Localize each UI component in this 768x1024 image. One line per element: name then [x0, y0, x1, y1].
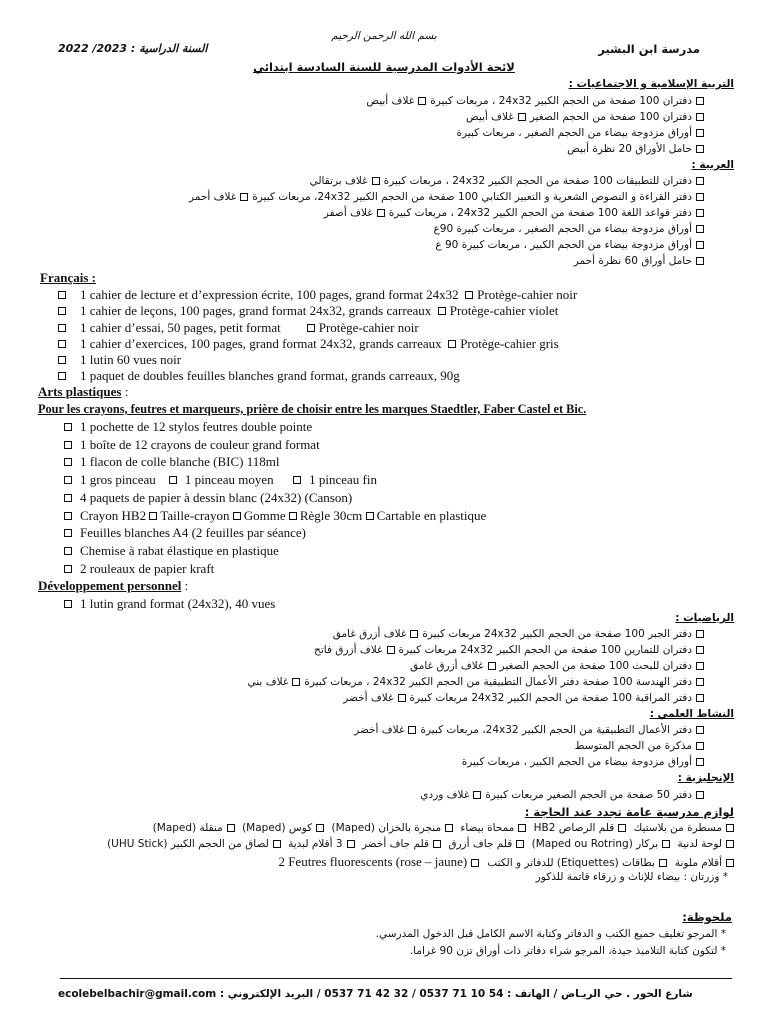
basmala: بسم الله الرحمن الرحيم	[331, 30, 437, 42]
note-item: * المرجو تغليف جميع الكتب و الدفاتر وكتابة الاسم الكامل قبل الدخول المدرسي.	[375, 928, 726, 940]
checkbox[interactable]	[64, 512, 72, 520]
section-heading-arts: Arts plastiques :	[38, 384, 129, 399]
arts-tools: Crayon HB2 Taille-crayon Gomme Règle 30cm Cartable en plastique	[64, 508, 486, 524]
note-item: * لتكون كتابة التلاميذ جيدة، المرجو شراء دفاتر ذات أوراق تزن 90 غراما.	[409, 945, 726, 957]
school-year-label: السنة الدراسية :	[130, 42, 208, 55]
footer-email[interactable]: ecolebelbachir@gmail.com	[58, 988, 217, 1000]
general-row: مسطرة من بلاستيك قلم الرصاص HB2 ممحاة بيضاء منجرة بالخزان (Maped) كوس (Maped) منقلة (Maped)	[153, 822, 738, 834]
checkbox[interactable]	[58, 356, 66, 364]
checkbox[interactable]	[418, 97, 426, 105]
arabic-item: دفتر قواعد اللغة 100 صفحة من الحجم الكبير 24x32 ، مربعات كبيرةغلاف أصفر	[324, 207, 708, 219]
section-heading-general: لوازم مدرسية عامة تجدد عند الحاجة :	[524, 805, 734, 819]
footer-phones: 0537 71 42 32 / 0537 71 10 54	[324, 988, 504, 1000]
arabic-item: دفتر القراءة و النصوص الشعرية و التعبير الكتابي 100 صفحة من الحجم الكبير 24x32، مربعات كبيرةغلاف أحمر	[189, 191, 708, 203]
science-item: مذكرة من الحجم المتوسط	[575, 740, 708, 752]
checkbox[interactable]	[149, 512, 157, 520]
school-year	[58, 42, 207, 55]
general-row: لوحة لدنية بركار (Maped ou Rotring) قلم جاف أزرق قلم جاف أخضر 3 أقلام لبدية لصاق من الحجم الكبير (UHU Stick)	[107, 838, 738, 850]
francais-item: 1 cahier d’essai, 50 pages, petit format Protège-cahier noir	[58, 320, 419, 336]
checkbox[interactable]	[227, 824, 235, 832]
english-item: دفتر 50 صفحة من الحجم الصغير مربعات كبيرةغلاف وردي	[420, 789, 708, 801]
checkbox[interactable]	[696, 791, 704, 799]
general-row: أقلام ملونة بطاقات (Etiquettes) للدفاتر و الكتب 2 Feutres fluorescents (rose – jaune)	[278, 853, 738, 871]
arabic-item: حامل أوراق 60 نظرة أحمر	[574, 255, 708, 267]
checkbox[interactable]	[316, 824, 324, 832]
arabic-item: دفتران للتطبيقات 100 صفحة من الحجم الكبير 24x32 ، مربعات كبيرةغلاف برتقالي	[310, 175, 708, 187]
checkbox[interactable]	[696, 129, 704, 137]
checkbox[interactable]	[696, 225, 704, 233]
checkbox[interactable]	[696, 678, 704, 686]
francais-item: 1 cahier de lecture et d’expression écrite, 100 pages, grand format 24x32 Protège-cahier noir	[58, 287, 577, 303]
arts-item: 4 paquets de papier à dessin blanc (24x32) (Canson)	[64, 490, 352, 506]
arts-item: 1 pochette de 12 stylos feutres double pointe	[64, 419, 312, 435]
checkbox[interactable]	[240, 193, 248, 201]
checkbox[interactable]	[465, 291, 473, 299]
checkbox[interactable]	[726, 859, 734, 867]
checkbox[interactable]	[659, 859, 667, 867]
checkbox[interactable]	[293, 476, 301, 484]
checkbox[interactable]	[696, 257, 704, 265]
checkbox[interactable]	[696, 758, 704, 766]
checkbox[interactable]	[696, 646, 704, 654]
checkbox[interactable]	[696, 726, 704, 734]
checkbox[interactable]	[58, 340, 66, 348]
checkbox[interactable]	[273, 840, 281, 848]
section-heading-francais: Français :	[40, 270, 96, 285]
checkbox[interactable]	[696, 630, 704, 638]
checkbox[interactable]	[696, 145, 704, 153]
checkbox[interactable]	[366, 512, 374, 520]
checkbox[interactable]	[372, 177, 380, 185]
checkbox[interactable]	[58, 307, 66, 315]
section-heading-math: الرياضيات :	[675, 612, 734, 624]
checkbox[interactable]	[726, 840, 734, 848]
checkbox[interactable]	[347, 840, 355, 848]
checkbox[interactable]	[471, 859, 479, 867]
checkbox[interactable]	[618, 824, 626, 832]
checkbox[interactable]	[448, 340, 456, 348]
checkbox[interactable]	[445, 824, 453, 832]
checkbox[interactable]	[488, 662, 496, 670]
checkbox[interactable]	[696, 97, 704, 105]
math-item: دفتر الجبر 100 صفحة من الحجم الكبير 24x32 مربعات كبيرةغلاف أزرق غامق	[333, 628, 708, 640]
footer-address: شارع الحور . حي الريـاض / الهاتف :	[507, 988, 693, 1000]
science-item: أوراق مزدوجة بيضاء من الحجم الكبير ، مربعات كبيرة	[462, 756, 708, 768]
footer-email-label: / البريد الإلكتروني :	[219, 988, 321, 1000]
francais-item: 1 paquet de doubles feuilles blanches grand format, grands carreaux, 90g	[58, 368, 460, 384]
checkbox[interactable]	[438, 307, 446, 315]
checkbox[interactable]	[696, 209, 704, 217]
arts-item: 1 boîte de 12 crayons de couleur grand format	[64, 437, 320, 453]
francais-item: 1 lutin 60 vues noir	[58, 352, 181, 368]
math-item: دفتران للتمارين 100 صفحة من الحجم الكبير 24x32 مربعات كبيرةغلاف أزرق فاتح	[314, 644, 708, 656]
islamic-item: دفتران 100 صفحة من الحجم الصغيرغلاف أبيض	[466, 111, 708, 123]
checkbox[interactable]	[433, 840, 441, 848]
section-heading-science: النشاط العلمي :	[649, 708, 734, 720]
notes-heading: ملحوظة:	[682, 910, 732, 924]
checkbox[interactable]	[696, 177, 704, 185]
checkbox[interactable]	[387, 646, 395, 654]
footer-contact	[58, 988, 693, 1000]
checkbox[interactable]	[696, 742, 704, 750]
checkbox[interactable]	[58, 324, 66, 332]
islamic-item: دفتران 100 صفحة من الحجم الكبير 24x32 ، مربعات كبيرةغلاف أبيض	[366, 95, 708, 107]
islamic-item: حامل الأوراق 20 نظرة أبيض	[567, 143, 708, 155]
checkbox[interactable]	[696, 694, 704, 702]
checkbox[interactable]	[233, 512, 241, 520]
checkbox[interactable]	[289, 512, 297, 520]
section-heading-dev: Développement personnel :	[38, 578, 189, 593]
islamic-item: أوراق مزدوجة بيضاء من الحجم الصغير ، مربعات كبيرة	[457, 127, 708, 139]
arabic-item: أوراق مزدوجة بيضاء من الحجم الصغير ، مربعات كبيرة 90ع	[434, 223, 708, 235]
checkbox[interactable]	[410, 630, 418, 638]
checkbox[interactable]	[696, 662, 704, 670]
arts-item: Chemise à rabat élastique en plastique	[64, 543, 279, 559]
checkbox[interactable]	[696, 241, 704, 249]
science-item: دفتر الأعمال التطبيقية من الحجم الكبير 24x32، مربعات كبيرةغلاف أخضر	[354, 724, 708, 736]
arts-item: 1 flacon de colle blanche (BIC) 118ml	[64, 454, 280, 470]
francais-item: 1 cahier de leçons, 100 pages, grand format 24x32, grands carreaux Protège-cahier violet	[58, 303, 558, 319]
checkbox[interactable]	[696, 193, 704, 201]
checkbox[interactable]	[169, 476, 177, 484]
checkbox[interactable]	[473, 791, 481, 799]
arts-item: 2 rouleaux de papier kraft	[64, 561, 214, 577]
general-uniform: * وزرتان : بيضاء للإناث و زرقاء قاتمة للذكور	[535, 871, 728, 883]
arts-brushes: 1 gros pinceau 1 pinceau moyen 1 pinceau fin	[64, 472, 377, 488]
francais-item: 1 cahier d’exercices, 100 pages, grand format 24x32, grands carreaux Protège-cahier gris	[58, 336, 559, 352]
checkbox[interactable]	[64, 476, 72, 484]
checkbox[interactable]	[408, 726, 416, 734]
arabic-item: أوراق مزدوجة بيضاء من الحجم الكبير ، مربعات كبيرة 90 ع	[435, 239, 708, 251]
checkbox[interactable]	[292, 678, 300, 686]
math-item: دفتران للبحث 100 صفحة من الحجم الصغيرغلاف أزرق غامق	[410, 660, 708, 672]
school-name: مدرسة ابن البشير	[598, 42, 700, 56]
checkbox[interactable]	[398, 694, 406, 702]
checkbox[interactable]	[518, 113, 526, 121]
math-item: دفتر الهندسة 100 صفحة دفتر الأعمال التطبيقية من الحجم الكبير 24x32 ، مربعات كبيرةغلاف بني	[248, 676, 708, 688]
dev-item: 1 lutin grand format (24x32), 40 vues	[64, 596, 275, 612]
section-heading-islamic: التربية الإسلامية و الاجتماعيات :	[568, 78, 734, 90]
checkbox[interactable]	[307, 324, 315, 332]
checkbox[interactable]	[377, 209, 385, 217]
checkbox[interactable]	[64, 441, 72, 449]
checkbox[interactable]	[662, 840, 670, 848]
school-year-value: 2022 /2023	[58, 42, 128, 55]
checkbox[interactable]	[64, 547, 72, 555]
checkbox[interactable]	[64, 494, 72, 502]
checkbox[interactable]	[64, 600, 72, 608]
checkbox[interactable]	[64, 423, 72, 431]
checkbox[interactable]	[516, 840, 524, 848]
checkbox[interactable]	[64, 529, 72, 537]
checkbox[interactable]	[518, 824, 526, 832]
checkbox[interactable]	[64, 458, 72, 466]
checkbox[interactable]	[64, 565, 72, 573]
page-title: لائحة الأدوات المدرسية للسنة السادسة ابتدائي	[253, 60, 515, 74]
math-item: دفتر المراقبة 100 صفحة من الحجم الكبير 24x32 مربعات كبيرةغلاف أخضر	[343, 692, 708, 704]
arts-brand-note: Pour les crayons, feutres et marqueurs, prière de choisir entre les marques Staedtler, Faber Castel et Bic.	[38, 402, 587, 416]
checkbox[interactable]	[58, 372, 66, 380]
section-heading-english: الإنجليزية :	[677, 772, 734, 784]
checkbox[interactable]	[726, 824, 734, 832]
section-heading-arabic: العربية :	[691, 159, 734, 171]
footer-divider	[60, 978, 732, 979]
arts-item: Feuilles blanches A4 (2 feuilles par séance)	[64, 525, 306, 541]
checkbox[interactable]	[58, 291, 66, 299]
checkbox[interactable]	[696, 113, 704, 121]
